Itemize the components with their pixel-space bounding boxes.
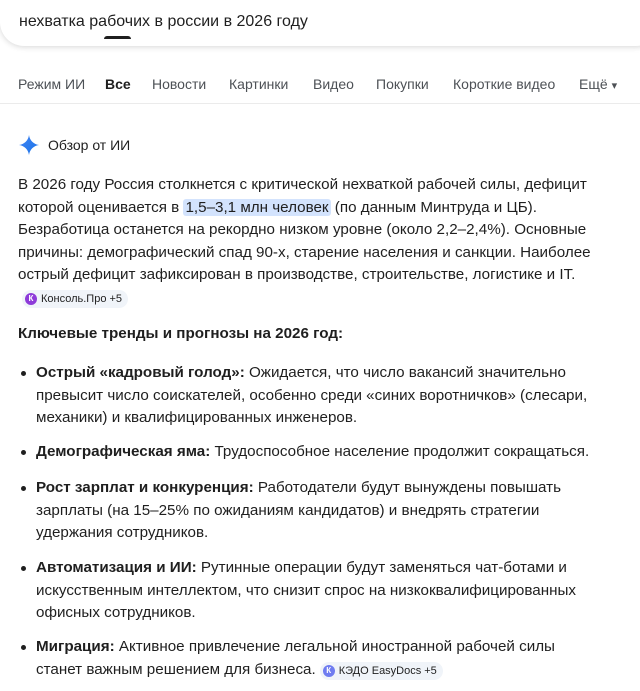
tab-short-videos[interactable]: Короткие видео <box>453 76 556 92</box>
konsol-logo-icon: К <box>25 293 37 305</box>
gemini-sparkle-icon <box>19 135 39 155</box>
source-chip-kedo[interactable] <box>320 662 443 680</box>
source-chip-more: +5 <box>424 664 437 677</box>
list-item-text: Трудоспособное население продолжит сокращаться. <box>210 443 590 460</box>
bullet-dot <box>21 645 26 650</box>
list-item-text: Работодатели будут вынуждены повышать зарплаты (на 15–25% по ожиданиям кандидатов) и внедрять стратегии удержания сотрудников. <box>36 479 561 542</box>
list-item-title: Автоматизация и ИИ: <box>36 559 197 576</box>
list-item <box>36 557 596 625</box>
list-item-title: Демографическая яма: <box>36 443 211 460</box>
list-item-text: Активное привлечение легальной иностранной рабочей силы станет важным решением для бизнеса. <box>36 638 555 678</box>
search-tabs <box>0 66 640 106</box>
tab-more[interactable] <box>579 76 617 92</box>
intro-text-part2: (по данным Минтруда и ЦБ). Безработица останется на рекордно низком уровне (около 2,2–2,4%). Основные причины: демографический спад 90-х, старение населения и санкции. Наиболее острый дефицит зафиксирован в производстве, строительстве, логистике и IT. <box>18 198 591 284</box>
bullet-dot <box>21 566 26 571</box>
tab-videos[interactable]: Видео <box>313 76 354 92</box>
tabs-divider <box>0 103 640 104</box>
source-chip-konsol[interactable] <box>22 290 128 308</box>
list-item <box>36 362 596 430</box>
ai-overview-header <box>19 135 130 155</box>
list-item-title: Миграция: <box>36 638 115 655</box>
tab-images[interactable]: Картинки <box>229 76 289 92</box>
tab-shopping[interactable]: Покупки <box>376 76 429 92</box>
ai-overview-intro <box>18 174 618 310</box>
bullet-dot <box>21 450 26 455</box>
easydocs-logo-icon: К <box>323 665 335 677</box>
list-item-text: Ожидается, что число вакансий значительно превысит число соискателей, особенно среди «синих воротничков» (слесари, механики) и квалифицированных инженеров. <box>36 364 588 427</box>
active-tab-indicator <box>104 36 131 39</box>
tab-more-label: Ещё <box>579 76 608 92</box>
chevron-down-icon: ▾ <box>611 80 618 92</box>
section-title: Ключевые тренды и прогнозы на 2026 год: <box>18 325 344 342</box>
search-bar[interactable] <box>0 0 640 46</box>
tab-ai-mode[interactable]: Режим ИИ <box>18 76 86 92</box>
source-chip-more: +5 <box>109 292 122 305</box>
list-item-title: Острый «кадровый голод»: <box>36 364 245 381</box>
ai-overview-title: Обзор от ИИ <box>48 137 131 153</box>
list-item-title: Рост зарплат и конкуренция: <box>36 479 254 496</box>
source-chip-name: Консоль.Про <box>41 292 107 305</box>
tab-news[interactable]: Новости <box>152 76 207 92</box>
bullet-dot <box>21 371 26 376</box>
tab-all[interactable]: Все <box>105 76 131 92</box>
search-input[interactable]: нехватка рабочих в россии в 2026 году <box>19 13 308 30</box>
list-item <box>36 477 596 545</box>
bullet-dot <box>21 486 26 491</box>
list-item-text: Рутинные операции будут заменяться чат-ботами и искусственным интеллектом, что снизит спрос на низкоквалифицированных офисных сотрудников. <box>36 559 576 622</box>
intro-highlight[interactable]: 1,5–3,1 млн человек <box>185 198 329 216</box>
source-chip-name: КЭДО EasyDocs <box>338 664 422 677</box>
intro-text-part1: В 2026 году Россия столкнется с критической нехваткой рабочей силы, дефицит которой оценивается в <box>18 176 587 216</box>
list-item <box>36 636 596 681</box>
list-item <box>36 441 596 464</box>
